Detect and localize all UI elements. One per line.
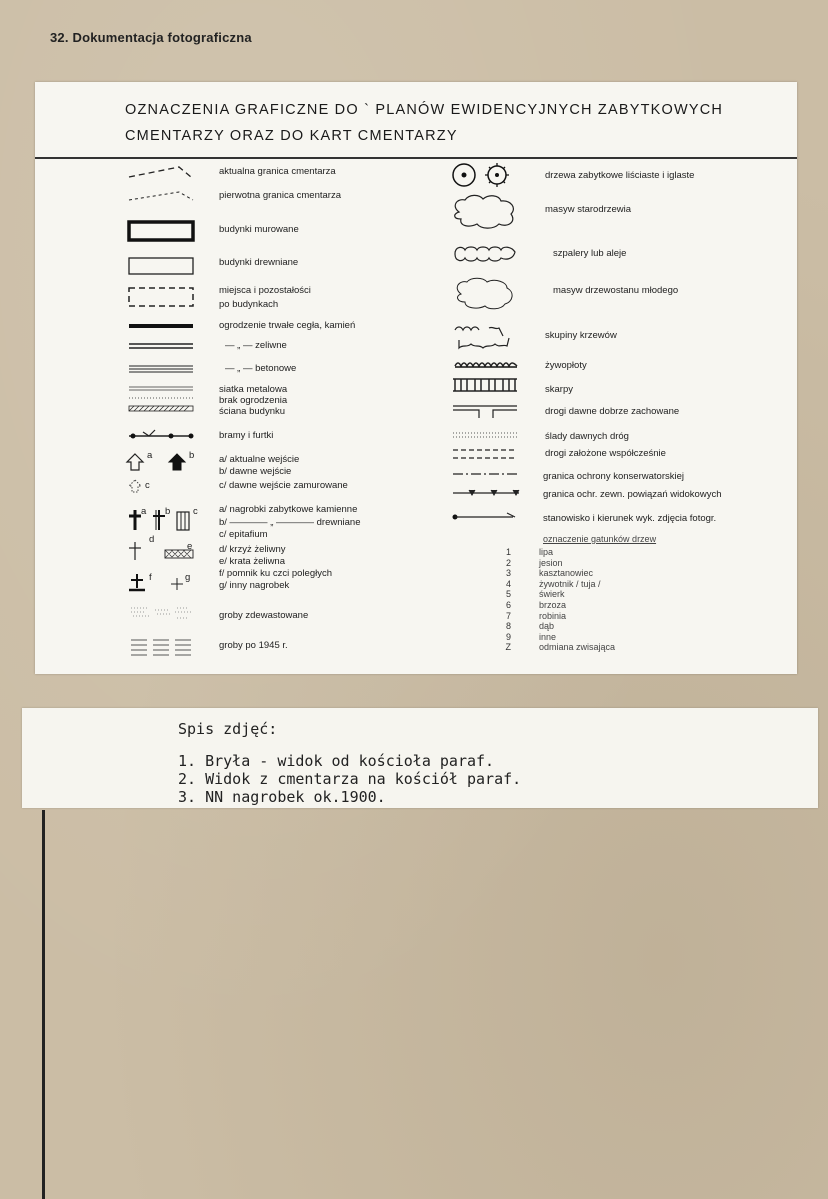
tree-species-heading: oznaczenie gatunków drzew [543,534,657,544]
legend-left-11: ściana budynku [219,406,286,417]
tree-species-number: 7 [505,610,511,621]
tree-species-number: Z [505,642,511,653]
heading-rule [35,157,797,159]
legend-left-0: aktualna granica cmentarza [219,166,336,177]
legend-left-15: c/ dawne wejście zamurowane [219,480,348,491]
legend-right-0: drzewa zabytkowe liściaste i iglaste [545,170,695,181]
marker-b: b [189,450,195,461]
legend-heading-line2: CMENTARZY ORAZ DO KART CMENTARZY [125,128,458,144]
legend-right-3: masyw drzewostanu młodego [553,285,679,296]
legend-right-6: skarpy [545,384,573,395]
young-tree-stand-symbol [449,274,529,314]
tree-species-name: robinia [539,610,567,621]
legend-right-1: masyw starodrzewia [545,204,632,215]
tree-species-name: świerk [539,589,565,600]
devastated-graves-symbol [125,602,205,626]
legend-left-8: — „ — betonowe [225,363,297,374]
legend-left-19: d/ krzyż żeliwny [219,544,286,555]
page-title: 32. Dokumentacja fotograficzna [50,30,252,45]
tree-species-name: brzoza [539,600,567,610]
photo-item-3: 3. NN nagrobek ok.1900. [178,788,386,806]
tree-species-name: żywotnik / tuja / [539,578,601,589]
binding-line [42,810,45,1199]
concrete-fence-symbol [125,362,205,374]
gate-symbol [125,424,205,444]
legend-right-9: drogi założone współcześnie [545,448,666,459]
building-remains-symbol [125,284,205,312]
legend-right-11: granica ochr. zewn. powiązań widokowych [543,489,722,500]
photo-list-card [22,708,818,808]
legend-left-12: bramy i furtki [219,430,274,441]
marker-f: f [149,572,152,583]
tree-species-number: 6 [505,600,511,610]
legend-right-4: skupiny krzewów [545,330,617,341]
tree-species-name: kasztanowiec [539,568,594,579]
legend-left-14: b/ dawne wejście [219,466,292,477]
marker-c2: c [193,506,198,517]
marker-g: g [185,572,191,583]
historic-roads-symbol [449,402,529,420]
marker-d: d [149,534,155,545]
historic-trees-symbol [449,160,529,190]
tree-species-number: 4 [505,578,511,589]
tree-species-number: 8 [505,621,511,632]
tree-species-name: lipa [539,547,554,557]
old-tree-stand-symbol [449,192,529,232]
view-boundary-symbol [449,486,529,500]
legend-right-10: granica ochrony konserwatorskiej [543,471,684,482]
legend-left-24: groby po 1945 r. [219,640,288,651]
marker-c: c [145,480,150,491]
tree-species-name: odmiana zwisająca [539,642,616,653]
current-boundary-symbol [125,160,205,184]
legend-right-5: żywopłoty [545,360,587,371]
legend-left-6: ogrodzenie trwałe cegła, kamień [219,320,356,331]
legend-left-3: budynki drewniane [219,257,299,268]
legend-right-8: ślady dawnych dróg [545,431,629,442]
tree-species-number: 1 [505,547,511,557]
tree-species-name: dąb [539,621,555,632]
legend-left-17: b/ ———— „ ———— drewniane [219,517,361,528]
road-traces-symbol [449,430,529,440]
marker-b2: b [165,506,171,517]
brick-fence-symbol [125,320,205,332]
legend-left-21: f/ pomnik ku czci poległych [219,568,332,579]
legend-left-22: g/ inny nagrobek [219,580,290,591]
modern-roads-symbol [449,446,529,462]
photo-item-2: 2. Widok z cmentarza na kościół paraf. [178,770,522,788]
legend-sheet [35,82,797,674]
hedge-symbol [449,358,529,372]
legend-left-7: — „ — zeliwne [225,340,287,351]
post-1945-graves-symbol [125,634,205,664]
legend-right-2: szpalery lub aleje [553,248,627,259]
photo-item-1: 1. Bryła - widok od kościoła paraf. [178,752,495,770]
legend-left-13: a/ aktualne wejście [219,454,300,465]
escarpment-symbol [449,376,529,394]
avenue-symbol [449,242,529,266]
shrubs-symbol [449,322,529,352]
photo-list-title: Spis zdjęć: [178,720,278,738]
legend-left-9: siatka metalowa [219,384,288,395]
photo-station-symbol [449,510,529,524]
original-boundary-symbol [125,186,205,206]
legend-heading [125,97,805,149]
legend-left-16: a/ nagrobki zabytkowe kamienne [219,504,358,515]
tree-species-number: 3 [505,568,511,579]
marker-e: e [187,541,193,552]
marker-a: a [147,450,153,461]
wooden-building-symbol [125,254,205,278]
iron-cross-symbols [125,538,205,564]
wire-fence-symbol [125,384,205,416]
tree-species-name: jesion [539,557,563,568]
legend-heading-line1: OZNACZENIA GRAFICZNE DO ` PLANÓW EWIDENCYJNYCH ZABYTKOWYCH [125,102,724,118]
legend-right-7: drogi dawne dobrze zachowane [545,406,680,417]
legend-left-20: e/ krata żeliwna [219,556,286,567]
tree-species-number: 2 [505,557,511,568]
legend-left-4: miejsca i pozostałości [219,285,311,296]
legend-left-2: budynki murowane [219,224,299,235]
tree-species-name: inne [539,631,557,642]
tree-species-number: 9 [505,631,511,642]
legend-left-23: groby zdewastowane [219,610,309,621]
legend-left-1: pierwotna granica cmentarza [219,190,341,201]
marker-a2: a [141,506,147,517]
legend-right-12: stanowisko i kierunek wyk. zdjęcia fotogr. [543,513,717,524]
legend-left-5: po budynkach [219,299,279,310]
legend-left-18: c/ epitafium [219,529,268,540]
brick-building-symbol [125,218,205,244]
tree-species-number: 5 [505,589,511,600]
monument-symbols [125,570,205,596]
conservation-boundary-symbol [449,468,529,480]
iron-fence-symbol [125,340,205,352]
legend-left-10: brak ogrodzenia [219,395,288,406]
